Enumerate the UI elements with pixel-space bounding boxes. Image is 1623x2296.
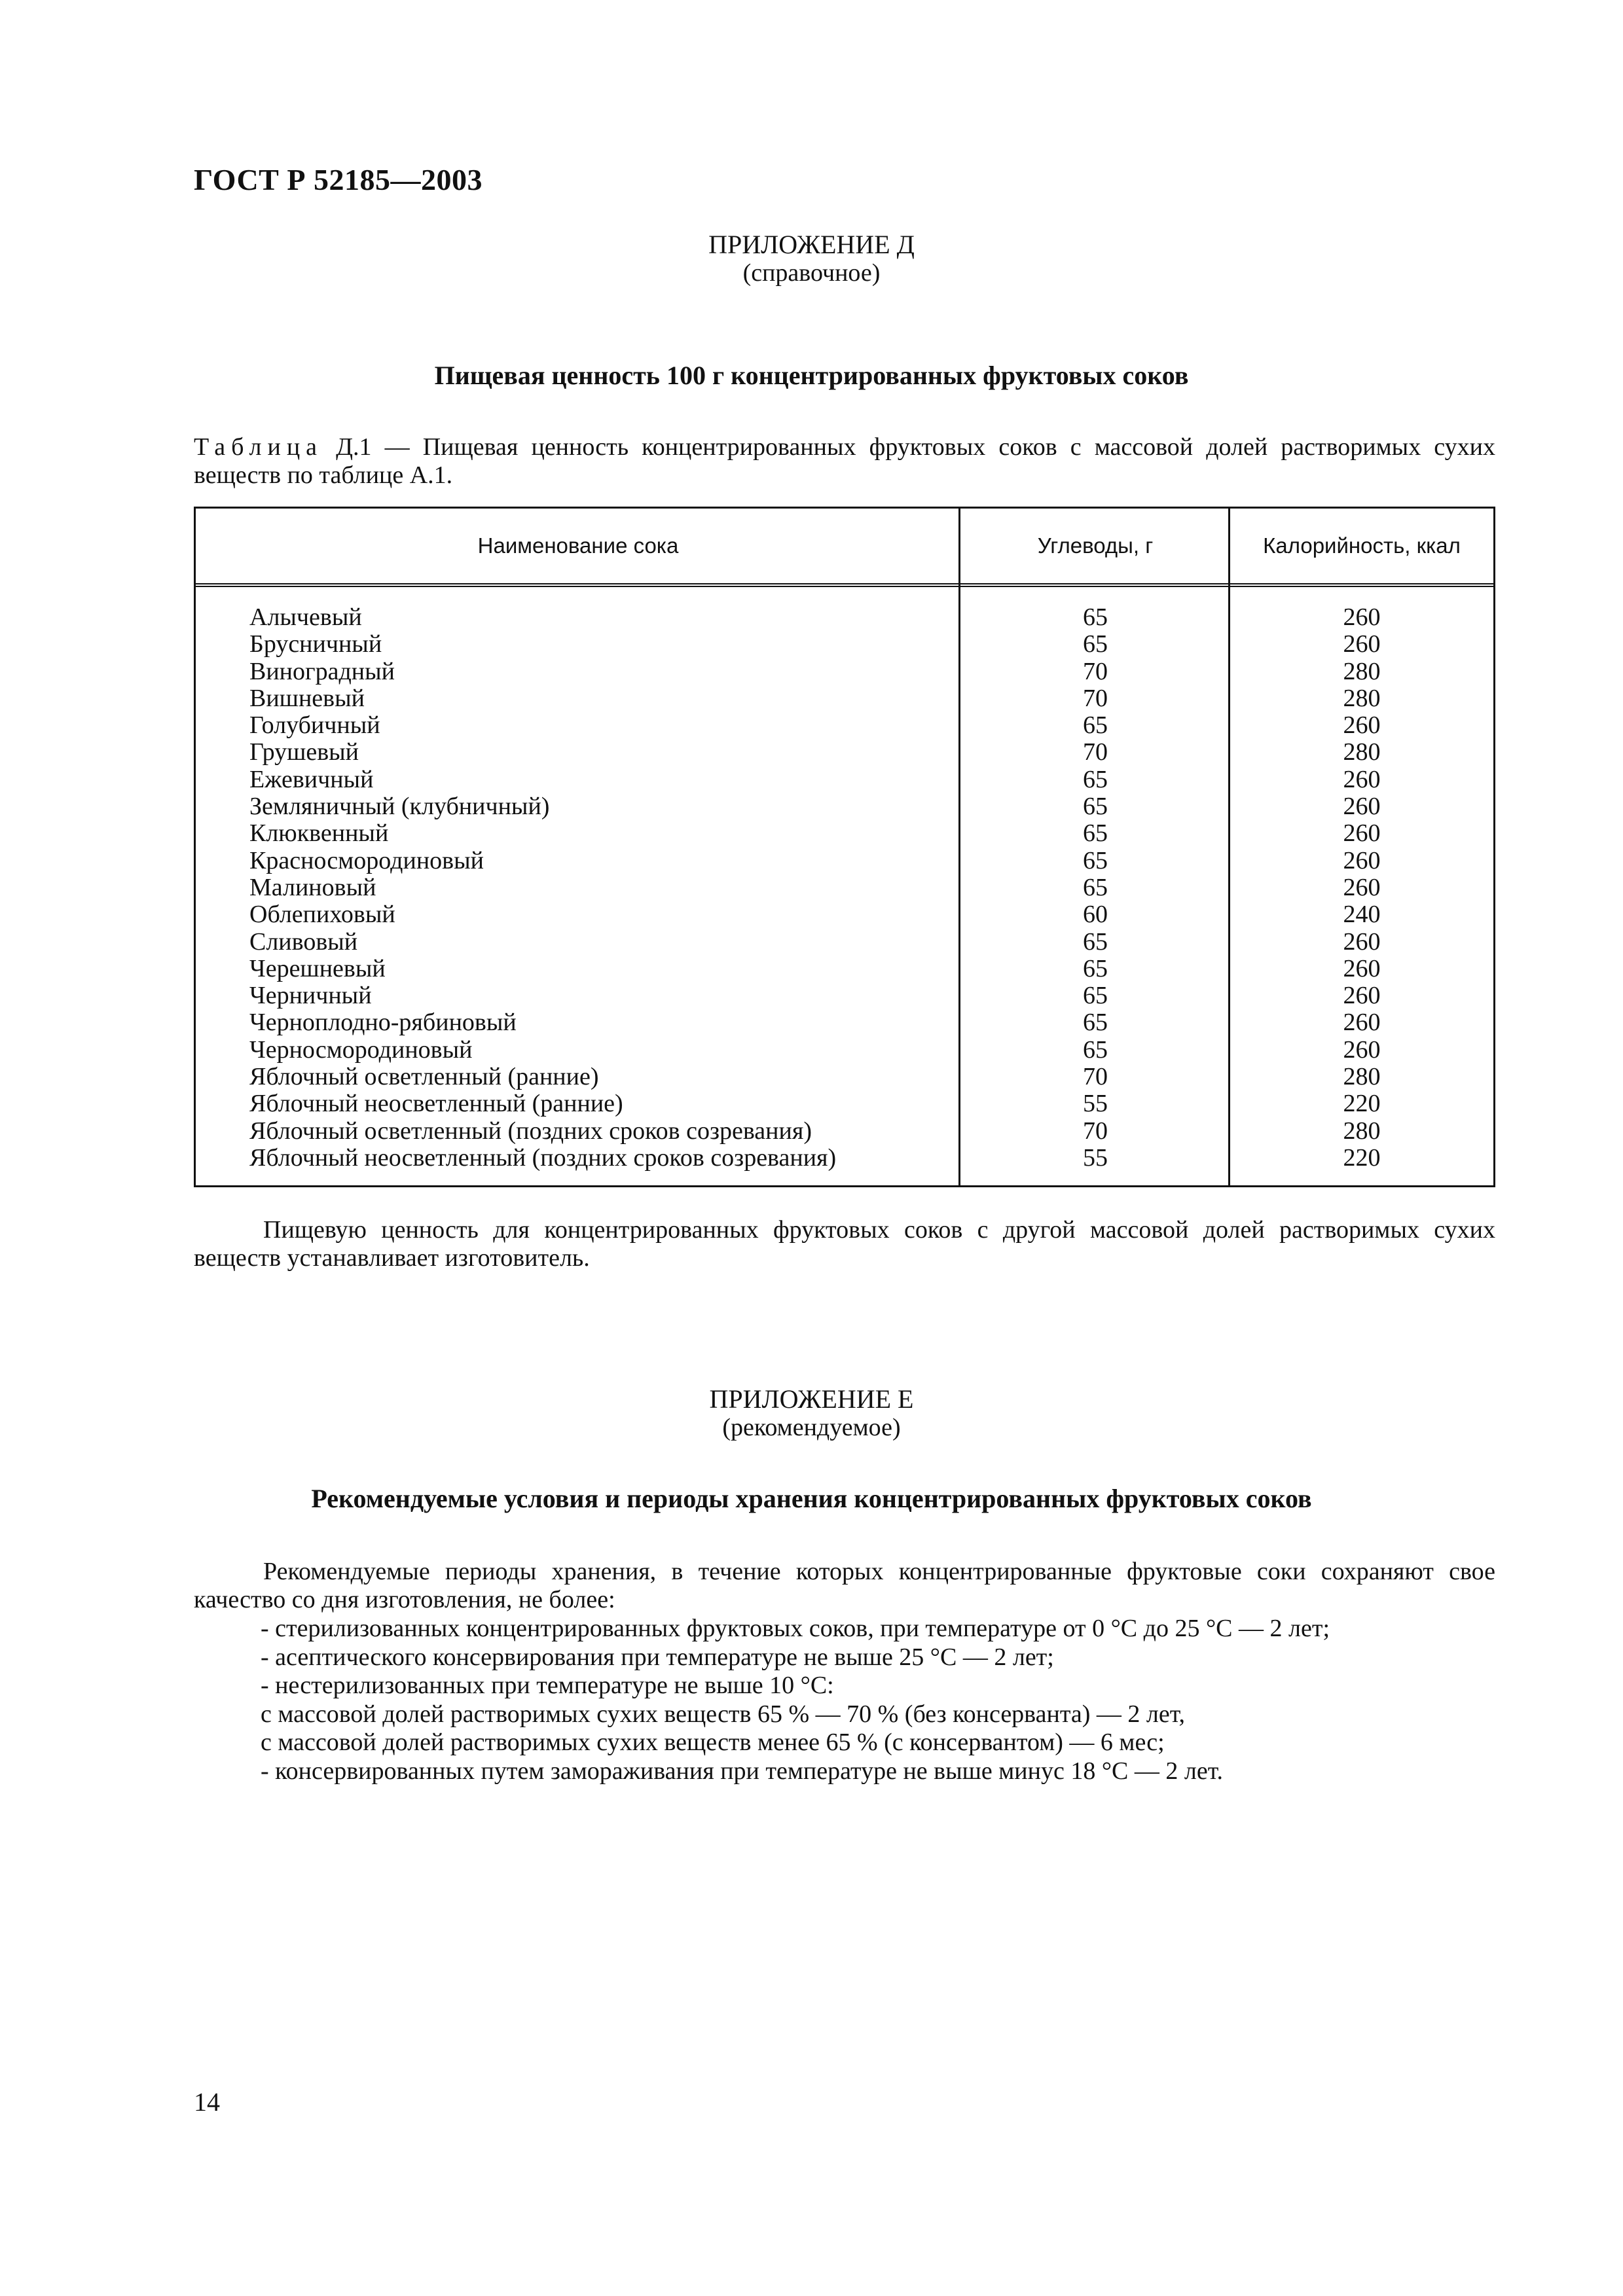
- juice-name-cell: Виноградный: [249, 657, 395, 685]
- table-body: [196, 604, 1493, 1172]
- calories-cell: 260: [1343, 927, 1381, 956]
- juice-name-cell: Яблочный неосветленный (ранние): [249, 1090, 623, 1118]
- carbohydrates-cell: 65: [1083, 1009, 1108, 1037]
- column-header-calories: Калорийность, ккал: [1263, 533, 1461, 558]
- table-row: [196, 1037, 1493, 1064]
- storage-list-item: - консервированных путем замораживания при температуре не выше минус 18 °С — 2 лет.: [261, 1757, 1223, 1785]
- juice-name-cell: Черничный: [249, 982, 372, 1010]
- carbohydrates-cell: 65: [1083, 873, 1108, 901]
- carbohydrates-cell: 65: [1083, 603, 1108, 631]
- table-row: [196, 820, 1493, 847]
- juice-name-cell: Яблочный осветленный (ранние): [249, 1063, 599, 1091]
- juice-name-cell: Черноплодно-рябиновый: [249, 1009, 517, 1037]
- standard-code: ГОСТ Р 52185—2003: [194, 163, 483, 196]
- calories-cell: 280: [1343, 684, 1381, 712]
- juice-name-cell: Ежевичный: [249, 765, 374, 793]
- carbohydrates-cell: 65: [1083, 954, 1108, 982]
- table-row: [196, 1064, 1493, 1090]
- calories-cell: 260: [1343, 630, 1381, 658]
- juice-name-cell: Грушевый: [249, 738, 359, 766]
- column-header-carbs: Углеводы, г: [1037, 533, 1154, 558]
- calories-cell: 280: [1343, 1063, 1381, 1091]
- calories-cell: 260: [1343, 711, 1381, 740]
- table-row: [196, 604, 1493, 631]
- column-header-name: Наименование сока: [477, 533, 679, 558]
- carbohydrates-cell: 70: [1083, 1117, 1108, 1145]
- table-row: [196, 1118, 1493, 1145]
- table-caption-label: Таблица: [194, 433, 323, 461]
- appendix-d-title: ПРИЛОЖЕНИЕ Д: [708, 230, 915, 259]
- calories-cell: 260: [1343, 1009, 1381, 1037]
- page-number: 14: [194, 2087, 220, 2117]
- table-row: [196, 1090, 1493, 1117]
- calories-cell: 240: [1343, 901, 1381, 929]
- carbohydrates-cell: 65: [1083, 765, 1108, 793]
- juice-name-cell: Черносмородиновый: [249, 1035, 473, 1064]
- table-row: [196, 874, 1493, 901]
- storage-list-item: с массовой долей растворимых сухих веществ менее 65 % (с консервантом) — 6 мес;: [261, 1729, 1165, 1756]
- appendix-d-note: Пищевую ценность для концентрированных фруктовых соков с другой массовой долей растворимых сухих веществ устанавливает изготовитель.: [194, 1216, 1495, 1272]
- table-row: [196, 685, 1493, 712]
- table-header: [196, 509, 1493, 587]
- appendix-e-type: (рекомендуемое): [722, 1414, 901, 1441]
- calories-cell: 220: [1343, 1090, 1381, 1118]
- juice-name-cell: Вишневый: [249, 684, 365, 712]
- table-row: [196, 631, 1493, 658]
- table-row: [196, 1009, 1493, 1036]
- calories-cell: 260: [1343, 954, 1381, 982]
- juice-name-cell: Малиновый: [249, 873, 376, 901]
- appendix-d-heading: Пищевая ценность 100 г концентрированных фруктовых соков: [434, 361, 1189, 390]
- carbohydrates-cell: 70: [1083, 684, 1108, 712]
- carbohydrates-cell: 65: [1083, 630, 1108, 658]
- table-row: [196, 956, 1493, 982]
- juice-name-cell: Земляничный (клубничный): [249, 793, 550, 821]
- table-row: [196, 739, 1493, 766]
- juice-name-cell: Голубичный: [249, 711, 380, 740]
- juice-name-cell: Алычевый: [249, 603, 362, 631]
- table-row: [196, 929, 1493, 956]
- calories-cell: 260: [1343, 603, 1381, 631]
- appendix-e-intro: Рекомендуемые периоды хранения, в течение которых концентрированные фруктовые соки сохраняют свое качество со дня изготовления, не более:: [194, 1558, 1495, 1613]
- calories-cell: 280: [1343, 657, 1381, 685]
- juice-name-cell: Яблочный неосветленный (поздних сроков созревания): [249, 1143, 837, 1172]
- table-row: [196, 712, 1493, 739]
- table-caption: [194, 433, 1495, 490]
- carbohydrates-cell: 65: [1083, 982, 1108, 1010]
- table-row: [196, 793, 1493, 820]
- calories-cell: 260: [1343, 846, 1381, 874]
- carbohydrates-cell: 65: [1083, 1035, 1108, 1064]
- table-row: [196, 901, 1493, 928]
- carbohydrates-cell: 70: [1083, 738, 1108, 766]
- calories-cell: 280: [1343, 1117, 1381, 1145]
- calories-cell: 260: [1343, 982, 1381, 1010]
- juice-name-cell: Черешневый: [249, 954, 386, 982]
- juice-name-cell: Красносмородиновый: [249, 846, 484, 874]
- appendix-e-title: ПРИЛОЖЕНИЕ Е: [709, 1384, 914, 1414]
- table-row: [196, 1145, 1493, 1172]
- storage-conditions-list: [261, 1615, 1504, 1785]
- table-caption-text: Д.1 — Пищевая ценность концентрированных фруктовых соков с массовой долей растворимых сухих веществ по таблице А.1.: [194, 433, 1495, 489]
- appendix-e-heading: Рекомендуемые условия и периоды хранения концентрированных фруктовых соков: [311, 1484, 1312, 1513]
- storage-list-item: - асептического консервирования при температуре не выше 25 °С — 2 лет;: [261, 1643, 1054, 1671]
- calories-cell: 260: [1343, 819, 1381, 848]
- nutrition-table: [194, 507, 1495, 1187]
- table-row: [196, 766, 1493, 793]
- carbohydrates-cell: 65: [1083, 846, 1108, 874]
- juice-name-cell: Сливовый: [249, 927, 358, 956]
- calories-cell: 260: [1343, 873, 1381, 901]
- carbohydrates-cell: 65: [1083, 819, 1108, 848]
- juice-name-cell: Брусничный: [249, 630, 382, 658]
- carbohydrates-cell: 60: [1083, 901, 1108, 929]
- table-row: [196, 848, 1493, 874]
- storage-list-item: - нестерилизованных при температуре не выше 10 °С:: [261, 1672, 834, 1699]
- table-row: [196, 982, 1493, 1009]
- calories-cell: 220: [1343, 1143, 1381, 1172]
- carbohydrates-cell: 55: [1083, 1090, 1108, 1118]
- carbohydrates-cell: 65: [1083, 927, 1108, 956]
- carbohydrates-cell: 65: [1083, 711, 1108, 740]
- juice-name-cell: Облепиховый: [249, 901, 395, 929]
- carbohydrates-cell: 55: [1083, 1143, 1108, 1172]
- juice-name-cell: Клюквенный: [249, 819, 389, 848]
- calories-cell: 260: [1343, 765, 1381, 793]
- calories-cell: 280: [1343, 738, 1381, 766]
- carbohydrates-cell: 65: [1083, 793, 1108, 821]
- calories-cell: 260: [1343, 793, 1381, 821]
- table-row: [196, 658, 1493, 685]
- storage-list-item: с массовой долей растворимых сухих веществ 65 % — 70 % (без консерванта) — 2 лет,: [261, 1700, 1185, 1728]
- carbohydrates-cell: 70: [1083, 657, 1108, 685]
- calories-cell: 260: [1343, 1035, 1381, 1064]
- carbohydrates-cell: 70: [1083, 1063, 1108, 1091]
- appendix-d-type: (справочное): [742, 259, 881, 287]
- juice-name-cell: Яблочный осветленный (поздних сроков созревания): [249, 1117, 812, 1145]
- storage-list-item: - стерилизованных концентрированных фруктовых соков, при температуре от 0 °С до 25 °С — 2 лет;: [261, 1615, 1330, 1642]
